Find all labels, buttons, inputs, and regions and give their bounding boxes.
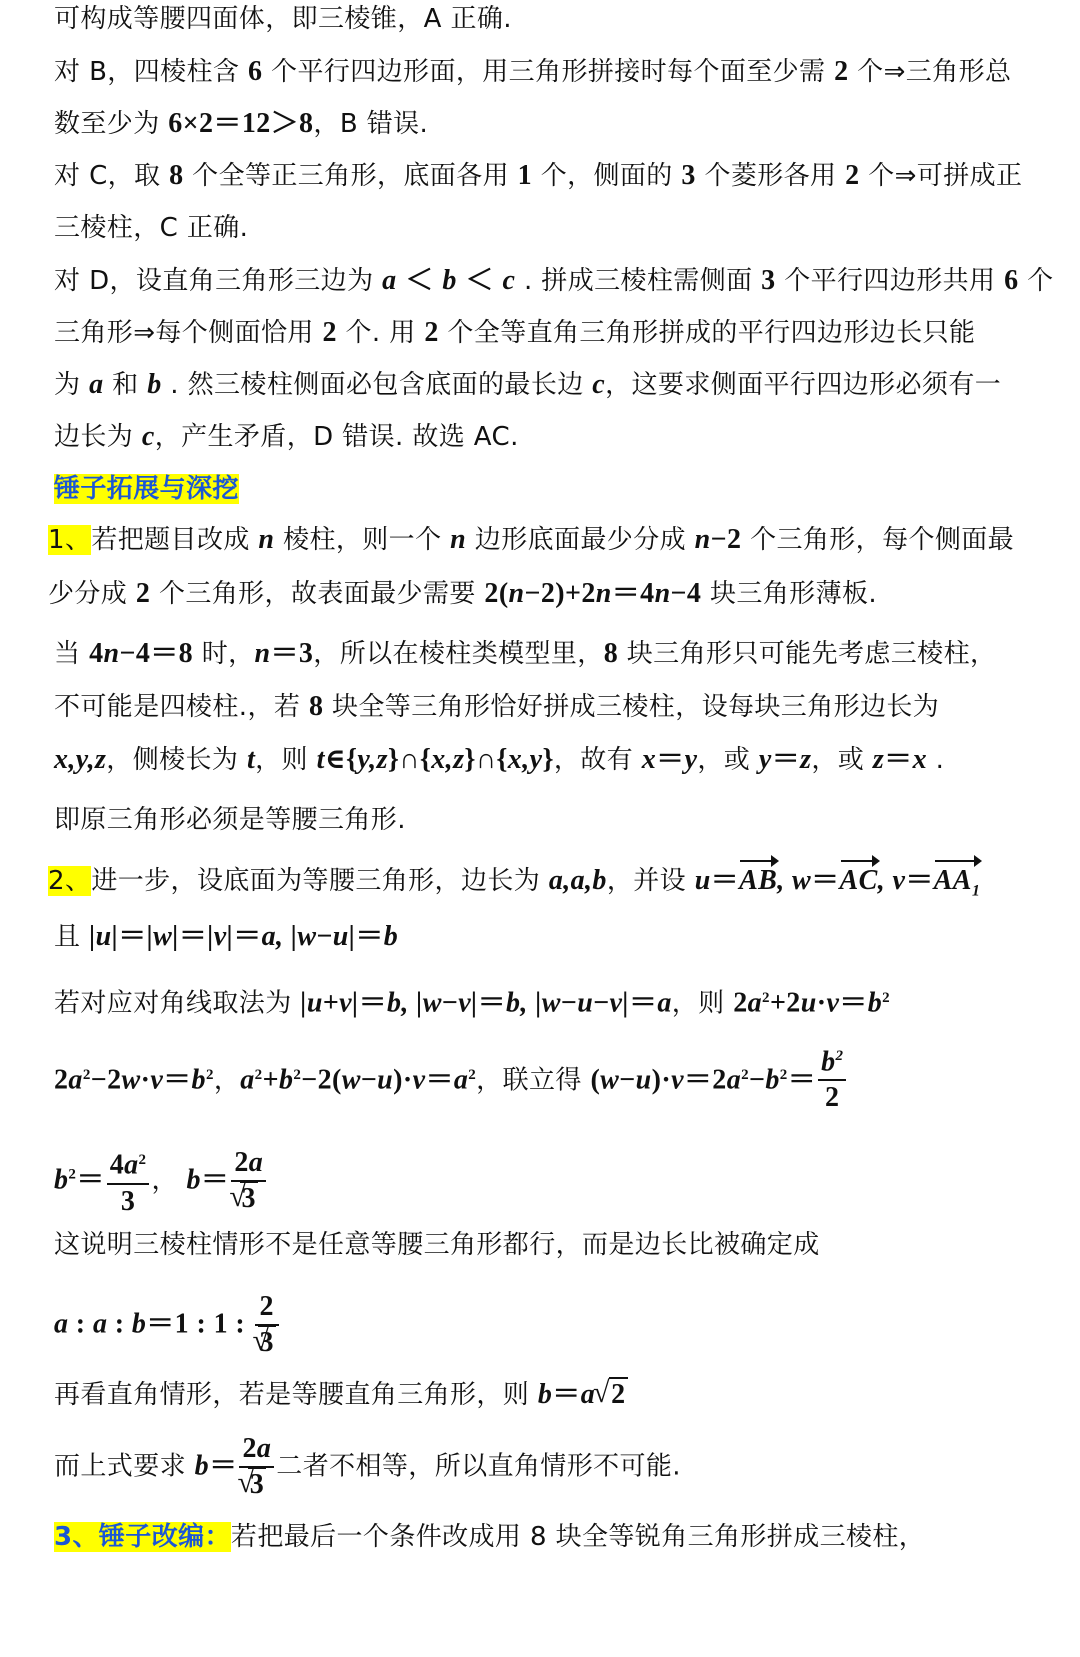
item3-text: 若把最后一个条件改成用 8 块全等锐角三角形拼成三棱柱， <box>230 1522 926 1552</box>
section-title-text: 锤子拓展与深挖 <box>54 474 239 504</box>
item2-line-7: a : a : b＝1 : 1 : 2 √ 3 <box>54 1290 281 1360</box>
item1-line-4: 不可能是四棱柱.，若 8 块全等三角形恰好拼成三棱柱，设每块三角形边长为 <box>54 691 940 722</box>
item1-line-2: 少分成 2 个三角形，故表面最少需要 2(n−2)+2n＝4n−4 块三角形薄板. <box>48 578 878 609</box>
item2-line-9: 而上式要求 b＝ 2a √ 3 二者不相等，所以直角情形不可能. <box>54 1432 681 1502</box>
section-title <box>54 472 239 506</box>
text-line-8: 为 a 和 b . 然三棱柱侧面必包含底面的最长边 c，这要求侧面平行四边形必须有一 <box>54 369 1002 400</box>
text-line-6: 对 D，设直角三角形三边为 a ＜ b ＜ c . 拼成三棱柱需侧面 3 个平行四边形共用 6 个 <box>54 265 1054 296</box>
item2-line-2: 且 |u|＝|w|＝|v|＝a, |w−u|＝b <box>54 921 399 952</box>
item2-line-5: $b^2=$ $\frac{4a^2}{3}$ ， b＝ 2a √ 3 <box>54 1143 268 1219</box>
item2-line-3: 若对应对角线取法为 |u+v|＝b, |w−v|＝b, |w−u−v|＝a，则 $2a^2+2u\cdot v=b^2$ <box>54 987 890 1019</box>
text-line-9: 边长为 c，产生矛盾，D 错误. 故选 AC. <box>54 421 519 452</box>
item2-line-8: 再看直角情形，若是等腰直角三角形，则 b＝a√ 2 <box>54 1378 628 1412</box>
item1-line-1: 1、若把题目改成 n 棱柱，则一个 n 边形底面最少分成 n−2 个三角形，每个侧面最 <box>48 524 1015 555</box>
text-line-5: 三棱柱，C 正确. <box>54 213 249 243</box>
item1-number: 1、 <box>48 525 92 555</box>
item2-number: 2、 <box>48 866 92 896</box>
text-line-1: 可构成等腰四面体，即三棱锥，A 正确. <box>54 4 512 34</box>
item2-line-1: 2、进一步，设底面为等腰三角形，边长为 a,a,b，并设 u＝AB, w＝AC, $v=AA_1$ <box>48 858 980 909</box>
item3-number: 3、 <box>54 1522 99 1552</box>
text-line-7: 三角形⇒每个侧面恰用 2 个. 用 2 个全等直角三角形拼成的平行四边形边长只能 <box>54 317 976 348</box>
item2-line-6: 这说明三棱柱情形不是任意等腰三角形都行，而是边长比被确定成 <box>54 1230 820 1260</box>
item3-label: 锤子改编： <box>98 1522 231 1552</box>
item1-line-3: 当 4n−4＝8 时，n＝3，所以在棱柱类模型里，8 块三角形只可能先考虑三棱柱， <box>54 638 997 669</box>
text-line-3: 数至少为 6×2＝12＞8，B 错误. <box>54 108 429 139</box>
text-line-2: 对 B，四棱柱含 6 个平行四边形面，用三角形拼接时每个面至少需 2 个⇒三角形总 <box>54 56 1012 87</box>
item3-line-1 <box>54 1520 925 1554</box>
item1-line-5: x,y,z，侧棱长为 t，则 t∈{y,z}∩{x,z}∩{x,y}，故有 x＝y，或 y＝z，或 z＝x . <box>54 744 945 775</box>
item1-line-6: 即原三角形必须是等腰三角形. <box>54 805 406 835</box>
text-line-4: 对 C，取 8 个全等正三角形，底面各用 1 个，侧面的 3 个菱形各用 2 个⇒可拼成正 <box>54 160 1023 191</box>
item2-line-4: $2a^2-2w\cdot v=b^2$，$a^2+b^2-2(w-u)\cdot v=a^2$，联立得 $(w-u)\cdot v=2a^2-b^2=$ $\frac{b^2}{2}$ <box>54 1043 848 1119</box>
